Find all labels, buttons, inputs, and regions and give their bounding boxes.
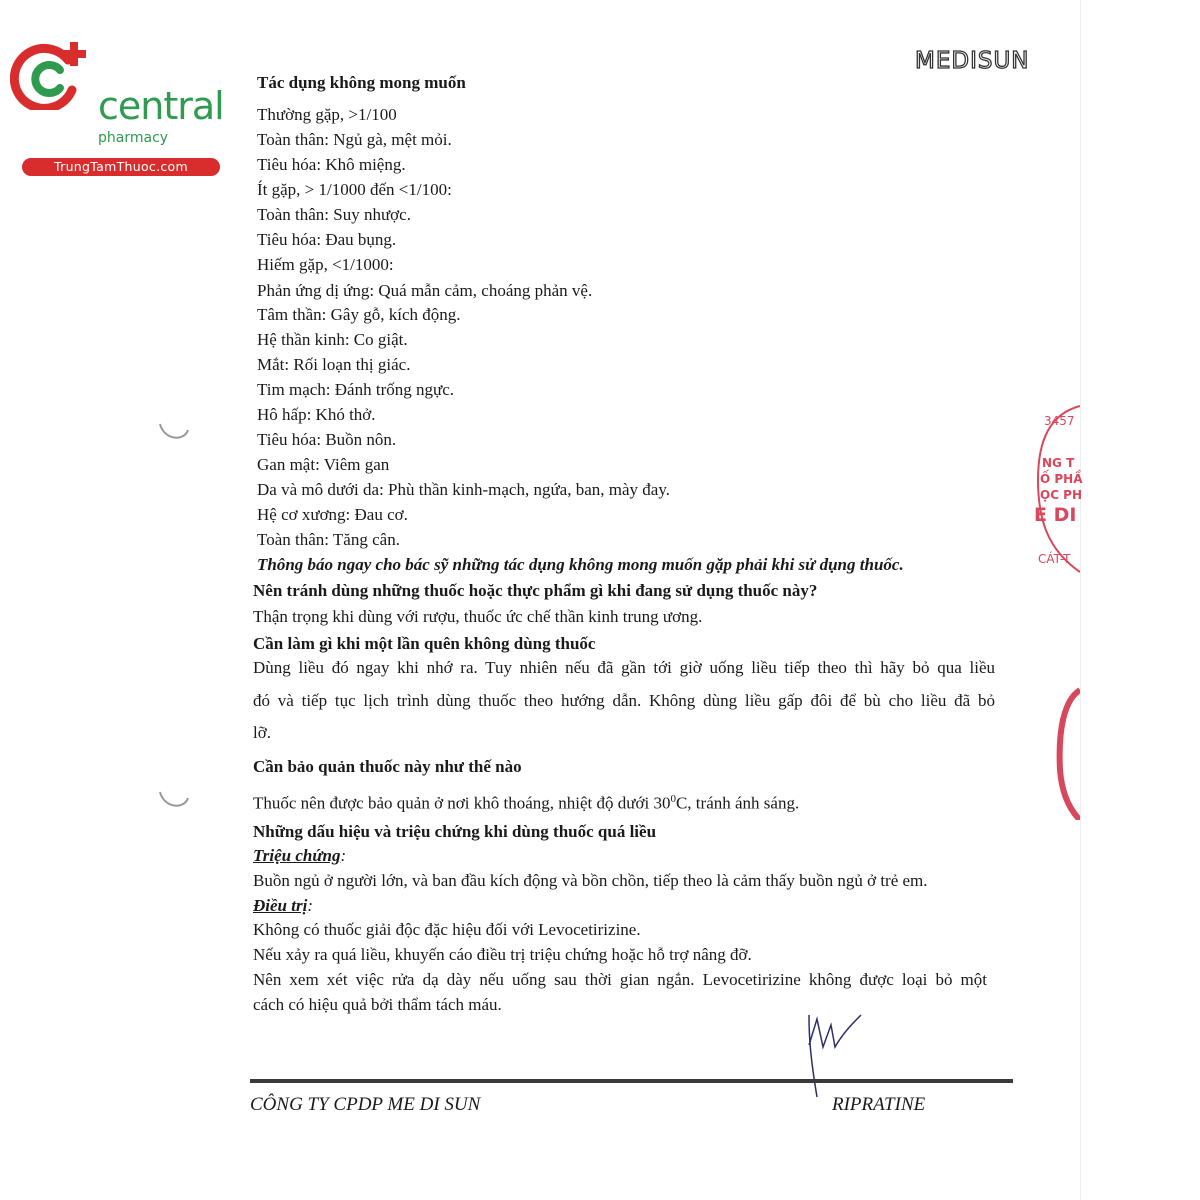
side-effect-line: Hệ cơ xương: Đau cơ.: [257, 505, 408, 524]
treatment-line: cách có hiệu quả bởi thẩm tách máu.: [253, 995, 502, 1014]
side-effect-line: Toàn thân: Ngủ gà, mệt mỏi.: [257, 130, 452, 149]
avoid-heading: Nên tránh dùng những thuốc hoặc thực phẩm gì khi đang sử dụng thuốc này?: [253, 581, 818, 600]
degree-superscript: 0: [670, 793, 676, 805]
company-stamp: [1030, 400, 1083, 820]
side-effect-line: Gan mật: Viêm gan: [257, 455, 390, 474]
storage-text: [253, 788, 799, 815]
footer-product: RIPRATINE: [832, 1094, 926, 1115]
treatment-label: Điều trị: [253, 896, 308, 915]
treatment-colon: :: [307, 896, 313, 915]
medisun-brand-mark: MEDISUN: [915, 48, 1030, 74]
symptoms-text: Buồn ngủ ở người lớn, và ban đầu kích động và bồn chồn, tiếp theo là cảm thấy buồn ngủ ở trẻ em.: [253, 871, 928, 890]
symptoms-label-line: [253, 845, 346, 867]
stamp-text: NG T: [1042, 456, 1075, 470]
side-effect-line: Mắt: Rối loạn thị giác.: [257, 355, 411, 374]
storage-text-end: C, tránh ánh sáng.: [675, 793, 800, 813]
side-effects-heading: Tác dụng không mong muốn: [257, 73, 466, 92]
side-effect-line: Phản ứng dị ứng: Quá mẫn cảm, choáng phản vệ.: [257, 281, 593, 300]
punch-hole-mark: [158, 420, 190, 442]
side-effect-line: Tâm thần: Gây gỗ, kích động.: [257, 305, 461, 324]
side-effect-line: Tiêu hóa: Buồn nôn.: [257, 430, 397, 449]
treatment-label-line: [253, 895, 313, 917]
avoid-text: Thận trọng khi dùng với rượu, thuốc ức chế thần kinh trung ương.: [253, 607, 703, 626]
side-effect-line: Tim mạch: Đánh trống ngực.: [257, 380, 454, 399]
punch-hole-mark: [158, 788, 190, 810]
treatment-line: Nên xem xét việc rửa dạ dày nếu uống sau thời gian ngắn. Levocetirizine không được loại bỏ một: [253, 970, 987, 989]
page-edge: [1080, 0, 1200, 1200]
storage-heading: Cần bảo quản thuốc này như thế nào: [253, 757, 522, 776]
side-effect-line: Thường gặp, >1/100: [257, 105, 397, 124]
stamp-text: Ố PHẦ: [1040, 472, 1083, 486]
logo-name: central: [98, 84, 224, 128]
side-effect-line: Tiêu hóa: Đau bụng.: [257, 230, 397, 249]
logo-subtitle: pharmacy: [98, 130, 169, 146]
stamp-text: E DI: [1034, 504, 1077, 526]
symptoms-label: Triệu chứng: [253, 846, 341, 865]
treatment-line: Nếu xảy ra quá liều, khuyến cáo điều trị triệu chứng hoặc hỗ trợ nâng đỡ.: [253, 945, 752, 964]
overdose-heading: Những dấu hiệu và triệu chứng khi dùng thuốc quá liều: [253, 822, 657, 841]
side-effect-line: Ít gặp, > 1/1000 đến <1/100:: [257, 180, 452, 199]
treatment-line: Không có thuốc giải độc đặc hiệu đối với Levocetirizine.: [253, 920, 641, 939]
stamp-text: ỌC PH: [1040, 488, 1083, 502]
side-effect-line: Da và mô dưới da: Phù thần kinh-mạch, ngứa, ban, mày đay.: [257, 480, 670, 499]
side-effect-line: Hiếm gặp, <1/1000:: [257, 255, 394, 274]
missed-dose-line: đó và tiếp tục lịch trình dùng thuốc theo hướng dẫn. Không dùng liều gấp đôi để bù cho liều đã bỏ: [253, 691, 995, 710]
footer-rule: [250, 1079, 1013, 1083]
missed-dose-line: lỡ.: [253, 723, 271, 742]
side-effects-notice: Thông báo ngay cho bác sỹ những tác dụng không mong muốn gặp phải khi sử dụng thuốc.: [257, 555, 904, 574]
missed-dose-line: Dùng liều đó ngay khi nhớ ra. Tuy nhiên nếu đã gần tới giờ uống liều tiếp theo thì hãy bỏ qua liều: [253, 658, 995, 677]
side-effect-line: Hệ thần kinh: Co giật.: [257, 330, 408, 349]
side-effect-line: Hô hấp: Khó thở.: [257, 405, 376, 424]
side-effect-line: Tiêu hóa: Khô miệng.: [257, 155, 406, 174]
logo-website-badge: TrungTamThuoc.com: [22, 158, 220, 176]
footer-company: CÔNG TY CPDP ME DI SUN: [250, 1094, 481, 1115]
stamp-text: 3457: [1044, 414, 1075, 428]
side-effect-line: Toàn thân: Tăng cân.: [257, 530, 400, 549]
symptoms-colon: :: [340, 846, 347, 865]
side-effect-line: Toàn thân: Suy nhược.: [257, 205, 411, 224]
storage-text-main: Thuốc nên được bảo quản ở nơi khô thoáng, nhiệt độ dưới 30: [253, 793, 671, 813]
missed-dose-heading: Cần làm gì khi một lần quên không dùng thuốc: [253, 634, 596, 653]
stamp-text: CÁT-T: [1038, 552, 1071, 566]
signature-mark: [795, 985, 885, 1105]
